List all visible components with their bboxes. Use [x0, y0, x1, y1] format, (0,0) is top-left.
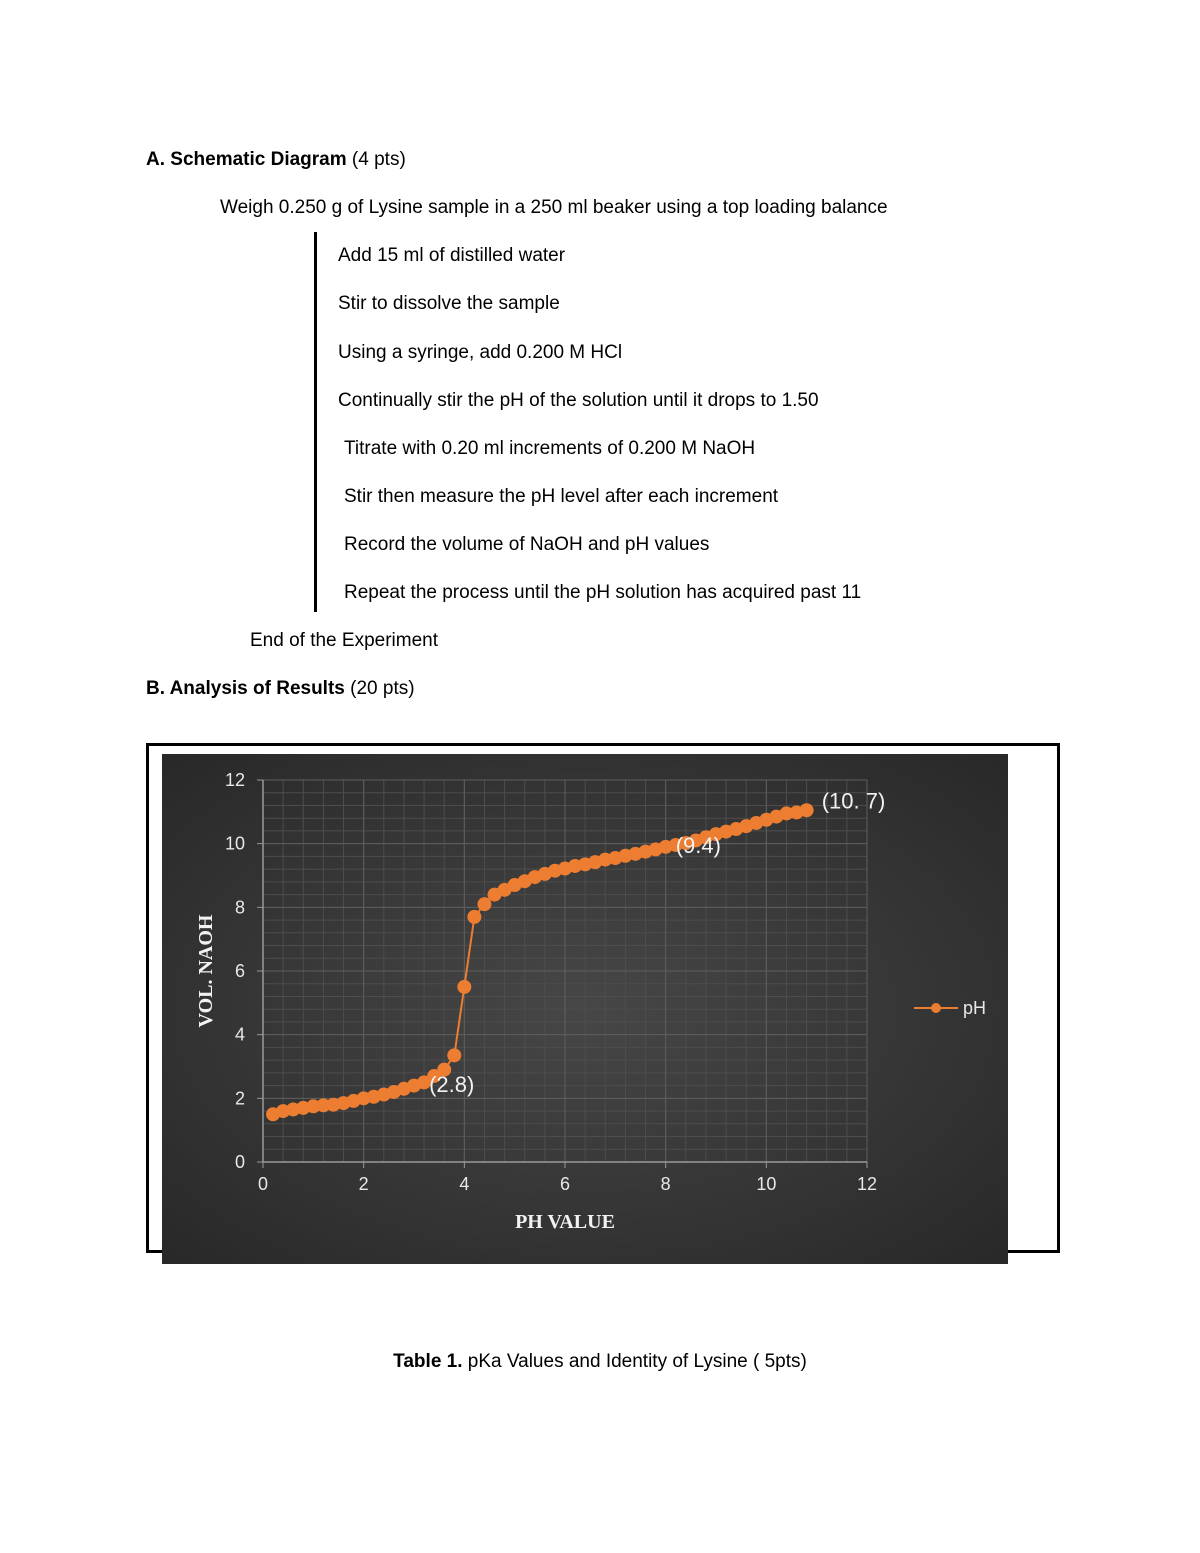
schematic-end-step: End of the Experiment	[250, 630, 438, 651]
schematic-step: Add 15 ml of distilled water	[338, 245, 566, 266]
y-axis-title: VOL. NAOH	[195, 914, 217, 1028]
data-point	[457, 980, 471, 994]
y-tick-label: 4	[234, 1024, 245, 1045]
schematic-step: Repeat the process until the pH solution has acquired past 11	[344, 582, 862, 603]
legend-label-ph: pH	[963, 998, 987, 1018]
schematic-step: Record the volume of NaOH and pH values	[344, 534, 710, 555]
x-tick-label: 10	[756, 1174, 777, 1194]
section-a-points: (4 pts)	[346, 149, 406, 170]
y-tick-label: 12	[224, 770, 245, 790]
y-tick-label: 8	[234, 897, 245, 918]
data-annotation: (10. 7)	[821, 788, 886, 814]
table-caption-label: Table 1.	[393, 1351, 463, 1372]
titration-chart	[162, 754, 1008, 1264]
schematic-step: Continually stir the pH of the solution until it drops to 1.50	[338, 390, 819, 411]
section-b-points: (20 pts)	[344, 678, 415, 699]
y-tick-label: 2	[234, 1088, 245, 1109]
x-tick-label: 8	[660, 1174, 671, 1194]
section-a-title: A. Schematic Diagram	[146, 149, 347, 170]
schematic-step: Stir then measure the pH level after each increment	[344, 486, 779, 507]
x-tick-label: 12	[856, 1174, 878, 1194]
schematic-start-step: Weigh 0.250 g of Lysine sample in a 250 ml beaker using a top loading balance	[220, 197, 888, 218]
section-b-title: B. Analysis of Results	[146, 678, 345, 699]
schematic-vertical-line	[314, 232, 317, 612]
table-caption-text: pKa Values and Identity of Lysine ( 5pts)	[462, 1351, 807, 1372]
data-annotation: (9.4)	[675, 833, 721, 859]
schematic-step: Titrate with 0.20 ml increments of 0.200 M NaOH	[344, 438, 756, 459]
x-axis-title: PH VALUE	[515, 1211, 615, 1233]
x-tick-label: 2	[358, 1174, 369, 1194]
data-annotation: (2.8)	[429, 1071, 475, 1097]
section-b-heading	[146, 677, 415, 701]
section-a-heading	[146, 148, 406, 172]
x-tick-label: 6	[559, 1174, 571, 1194]
y-tick-label: 10	[224, 833, 245, 854]
x-tick-label: 4	[459, 1174, 470, 1194]
schematic-step: Stir to dissolve the sample	[338, 293, 560, 314]
data-point	[447, 1048, 461, 1062]
schematic-step: Using a syringe, add 0.200 M HCl	[338, 342, 623, 363]
y-tick-label: 6	[234, 961, 245, 981]
x-tick-label: 0	[257, 1174, 269, 1194]
table-caption	[0, 1350, 1200, 1374]
data-point	[467, 910, 481, 924]
y-tick-label: 0	[234, 1152, 245, 1172]
legend-marker	[931, 1003, 941, 1013]
data-point	[800, 803, 814, 817]
